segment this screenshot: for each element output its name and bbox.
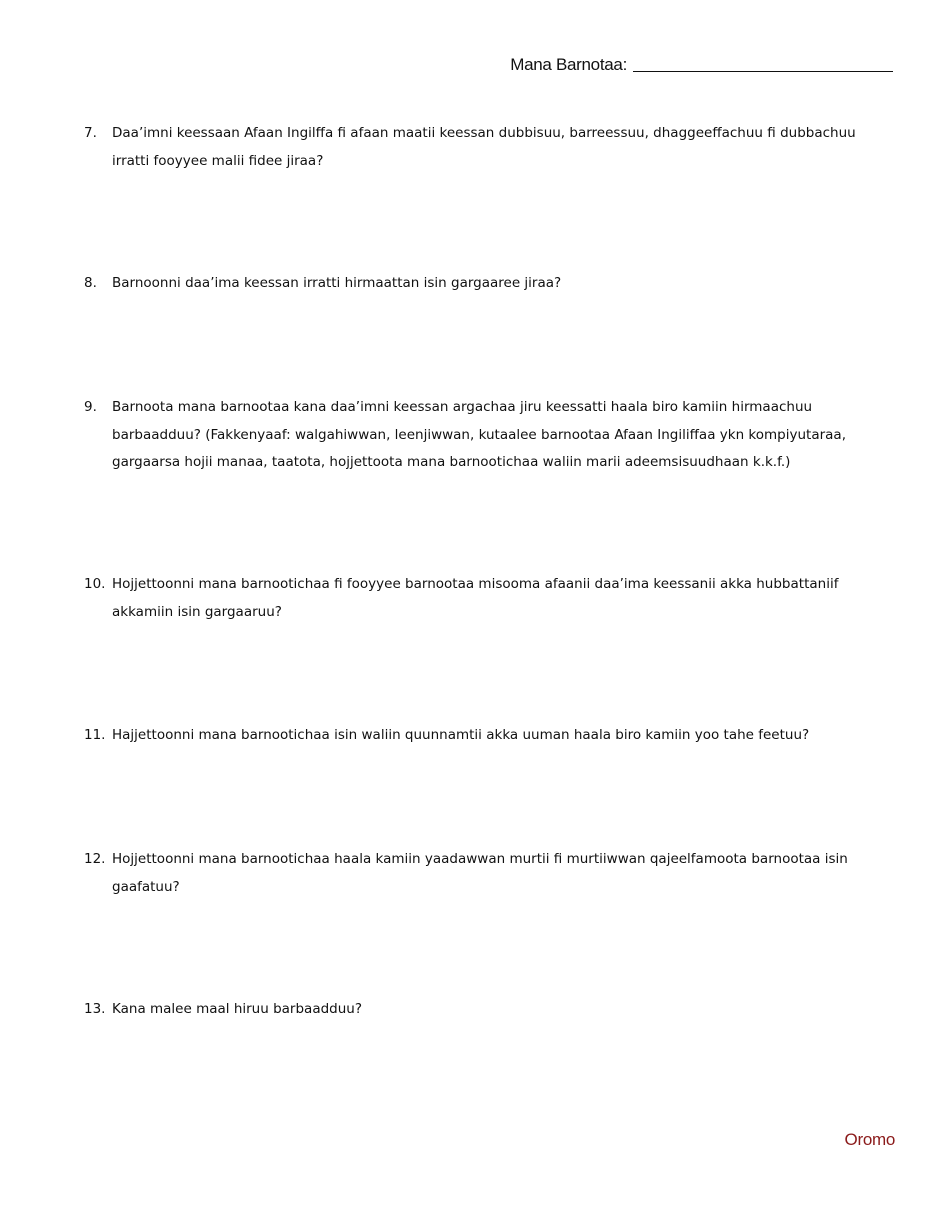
student-name-header: [510, 55, 893, 75]
question-number: 13.: [84, 1001, 106, 1017]
question-text: Barnoota mana barnootaa kana daa’imni keessan argachaa jiru keessatti haala biro kamiin hirmaachuu barbaadduu? (Fakkenyaaf: walgahiwwan, leenjiwwan, kutaalee barnootaa Afaan Ingiliffaa ykn kompiyutaraa, gargaarsa hojii manaa, taatota, hojjettoota mana barnootichaa waliin marii adeemsisuudhaan k.k.f.): [112, 399, 846, 470]
question-text: Hojjettoonni mana barnootichaa haala kamiin yaadawwan murtii fi murtiiwwan qajeelfamoota barnootaa isin gaafatuu?: [112, 851, 848, 895]
question-number: 12.: [84, 851, 106, 867]
question-item: [84, 120, 896, 175]
question-text: Daa’imni keessaan Afaan Ingilffa fi afaan maatii keessan dubbisuu, barreessuu, dhaggeeffachuu fi dubbachuu irratti fooyyee malii fidee jiraa?: [112, 125, 856, 169]
question-item: [84, 571, 896, 626]
question-number: 11.: [84, 727, 106, 743]
question-item: [84, 270, 896, 298]
question-text: Hojjettoonni mana barnootichaa fi fooyyee barnootaa misooma afaanii daa’ima keessanii akka hubbattaniif akkamiin isin gargaaruu?: [112, 576, 839, 620]
question-text: Barnoonni daa’ima keessan irratti hirmaattan isin gargaaree jiraa?: [112, 275, 562, 291]
question-item: [84, 846, 896, 901]
question-text: Hajjettoonni mana barnootichaa isin waliin quunnamtii akka uuman haala biro kamiin yoo tahe feetuu?: [112, 727, 810, 743]
question-item: [84, 996, 896, 1024]
question-item: [84, 722, 896, 750]
question-text: Kana malee maal hiruu barbaadduu?: [112, 1001, 363, 1017]
question-number: 7.: [84, 125, 97, 141]
question-number: 8.: [84, 275, 97, 291]
student-name-label: Mana Barnotaa:: [510, 55, 627, 74]
student-name-blank[interactable]: [633, 71, 893, 72]
language-label: Oromo: [844, 1130, 895, 1149]
question-item: [84, 394, 896, 477]
question-number: 10.: [84, 576, 106, 592]
question-number: 9.: [84, 399, 97, 415]
